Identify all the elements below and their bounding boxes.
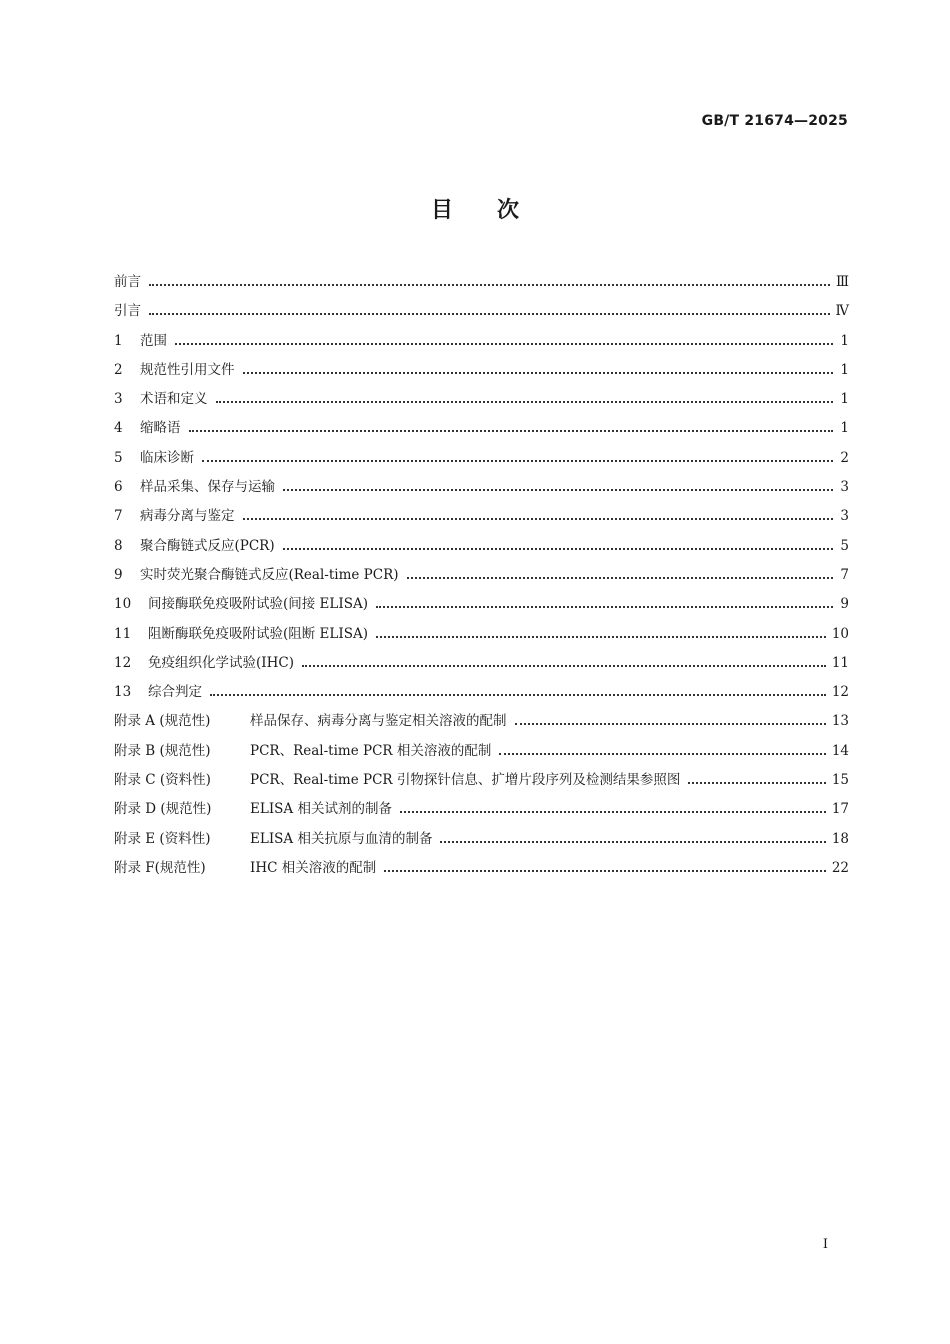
toc-entry-number: 7 — [114, 508, 123, 525]
toc-leader-dots — [189, 416, 834, 432]
toc-entry-number: 11 — [114, 625, 132, 642]
toc-entry[interactable] — [114, 504, 849, 533]
toc-entry-page: 11 — [831, 654, 849, 671]
toc-entry[interactable] — [114, 270, 849, 299]
toc-entry-page: 3 — [840, 479, 849, 496]
toc-entry[interactable] — [114, 827, 849, 856]
toc-entry-page: 15 — [831, 772, 849, 789]
toc-entry-title: ELISA 相关抗原与血清的制备 — [250, 830, 433, 847]
toc-entry-number: 附录 F(规范性) — [114, 859, 206, 876]
toc-entry-page: Ⅲ — [835, 274, 849, 290]
table-of-contents — [114, 270, 849, 885]
toc-entry-title: 病毒分离与鉴定 — [140, 508, 235, 525]
toc-leader-dots — [400, 797, 826, 813]
toc-entry[interactable] — [114, 680, 849, 709]
toc-entry-label — [114, 827, 438, 847]
toc-entry-title: IHC 相关溶液的配制 — [250, 859, 377, 876]
toc-entry[interactable] — [114, 709, 849, 738]
toc-entry-title: 样品采集、保存与运输 — [140, 479, 275, 496]
toc-entry[interactable] — [114, 329, 849, 358]
toc-entry-label — [114, 680, 208, 700]
toc-entry-page: 18 — [831, 830, 849, 847]
toc-entry-page: 1 — [840, 361, 849, 378]
toc-entry-label — [114, 358, 241, 378]
toc-entry-number: 附录 A (规范性) — [114, 713, 211, 730]
toc-leader-dots — [202, 446, 833, 462]
toc-entry-label — [114, 329, 173, 349]
toc-entry-label — [114, 416, 187, 436]
toc-leader-dots — [384, 856, 826, 872]
toc-entry-page: 1 — [840, 420, 849, 437]
toc-entry-number: 8 — [114, 537, 123, 554]
toc-entry-label — [114, 651, 300, 671]
toc-leader-dots — [283, 534, 833, 550]
toc-entry-number: 5 — [114, 449, 123, 466]
toc-leader-dots — [243, 504, 834, 520]
toc-entry-title: 聚合酶链式反应(PCR) — [140, 537, 275, 554]
toc-entry-label — [114, 709, 513, 729]
toc-leader-dots — [499, 739, 825, 755]
toc-entry-label — [114, 856, 382, 876]
page-number: I — [822, 1237, 828, 1252]
toc-leader-dots — [243, 358, 834, 374]
toc-entry[interactable] — [114, 475, 849, 504]
toc-entry[interactable] — [114, 299, 849, 328]
toc-entry-page: Ⅳ — [835, 303, 849, 320]
toc-entry-page: 3 — [840, 508, 849, 525]
toc-entry-page: 1 — [840, 332, 849, 349]
toc-entry-number: 1 — [114, 332, 123, 349]
toc-entry[interactable] — [114, 358, 849, 387]
toc-entry-number: 4 — [114, 420, 123, 437]
toc-entry[interactable] — [114, 768, 849, 797]
toc-entry-title: 规范性引用文件 — [140, 361, 235, 378]
toc-entry[interactable] — [114, 563, 849, 592]
toc-entry-page: 10 — [831, 625, 849, 642]
toc-entry-title: 实时荧光聚合酶链式反应(Real-time PCR) — [140, 566, 399, 583]
toc-entry-title: 间接酶联免疫吸附试验(间接 ELISA) — [148, 596, 368, 613]
toc-entry-page: 2 — [840, 449, 849, 466]
standard-code: GB/T 21674—2025 — [701, 113, 848, 129]
toc-leader-dots — [688, 768, 825, 784]
toc-entry-label — [114, 504, 241, 524]
toc-entry[interactable] — [114, 416, 849, 445]
toc-entry-label — [114, 592, 374, 612]
toc-leader-dots — [302, 651, 826, 667]
toc-entry-number: 12 — [114, 654, 132, 671]
toc-entry-title: 临床诊断 — [140, 449, 194, 466]
page-title: 目次 — [430, 198, 563, 223]
toc-entry-number: 3 — [114, 391, 123, 408]
toc-entry-number: 附录 C (资料性) — [114, 772, 211, 789]
toc-leader-dots — [407, 563, 833, 579]
toc-leader-dots — [216, 387, 834, 403]
toc-entry[interactable] — [114, 622, 849, 651]
toc-entry-title: 前言 — [114, 274, 141, 290]
toc-entry-label — [114, 387, 214, 407]
toc-entry[interactable] — [114, 534, 849, 563]
toc-entry-title: PCR、Real-time PCR 相关溶液的配制 — [250, 742, 492, 759]
toc-entry-page: 9 — [840, 596, 849, 613]
toc-leader-dots — [376, 592, 833, 608]
toc-entry-title: 综合判定 — [148, 684, 202, 701]
toc-entry-label — [114, 622, 374, 642]
toc-entry-label — [114, 270, 147, 290]
toc-entry-label — [114, 797, 398, 817]
toc-entry-number: 13 — [114, 684, 132, 701]
toc-entry-title: 免疫组织化学试验(IHC) — [148, 654, 294, 671]
toc-entry-title: 引言 — [114, 303, 141, 320]
toc-entry-number: 9 — [114, 566, 123, 583]
toc-leader-dots — [149, 299, 830, 315]
toc-leader-dots — [440, 827, 825, 843]
toc-entry-page: 17 — [831, 801, 849, 818]
toc-entry-page: 22 — [831, 859, 849, 876]
toc-entry-title: ELISA 相关试剂的制备 — [250, 801, 392, 818]
toc-entry-label — [114, 446, 200, 466]
toc-entry[interactable] — [114, 446, 849, 475]
toc-entry-number: 6 — [114, 479, 123, 496]
toc-entry-title: 术语和定义 — [140, 391, 208, 408]
toc-entry-page: 12 — [831, 684, 849, 701]
toc-entry[interactable] — [114, 387, 849, 416]
toc-entry-title: PCR、Real-time PCR 引物探针信息、扩增片段序列及检测结果参照图 — [250, 772, 681, 789]
toc-entry[interactable] — [114, 651, 849, 680]
toc-entry-label — [114, 475, 281, 495]
toc-leader-dots — [149, 270, 830, 286]
toc-entry-number: 附录 B (规范性) — [114, 742, 211, 759]
toc-entry[interactable] — [114, 856, 849, 885]
toc-entry-page: 13 — [831, 713, 849, 730]
toc-entry-number: 10 — [114, 596, 132, 613]
toc-entry-title: 样品保存、病毒分离与鉴定相关溶液的配制 — [250, 713, 507, 730]
toc-entry-title: 范围 — [140, 332, 167, 349]
toc-entry[interactable] — [114, 592, 849, 621]
toc-leader-dots — [283, 475, 833, 491]
toc-entry-label — [114, 299, 147, 319]
toc-entry-label — [114, 563, 405, 583]
toc-leader-dots — [210, 680, 826, 696]
toc-entry-label — [114, 739, 497, 759]
toc-entry-label — [114, 768, 686, 788]
toc-entry-page: 14 — [831, 742, 849, 759]
toc-leader-dots — [376, 622, 826, 638]
toc-entry-number: 附录 E (资料性) — [114, 830, 211, 847]
toc-entry-label — [114, 534, 281, 554]
toc-entry[interactable] — [114, 797, 849, 826]
toc-entry-title: 阻断酶联免疫吸附试验(阻断 ELISA) — [148, 625, 368, 642]
toc-entry-page: 7 — [840, 566, 849, 583]
toc-entry-title: 缩略语 — [140, 420, 181, 437]
toc-entry[interactable] — [114, 739, 849, 768]
toc-entry-page: 5 — [840, 537, 849, 554]
toc-entry-number: 2 — [114, 361, 123, 378]
toc-entry-number: 附录 D (规范性) — [114, 801, 212, 818]
toc-entry-page: 1 — [840, 391, 849, 408]
toc-leader-dots — [175, 329, 833, 345]
toc-leader-dots — [515, 709, 826, 725]
